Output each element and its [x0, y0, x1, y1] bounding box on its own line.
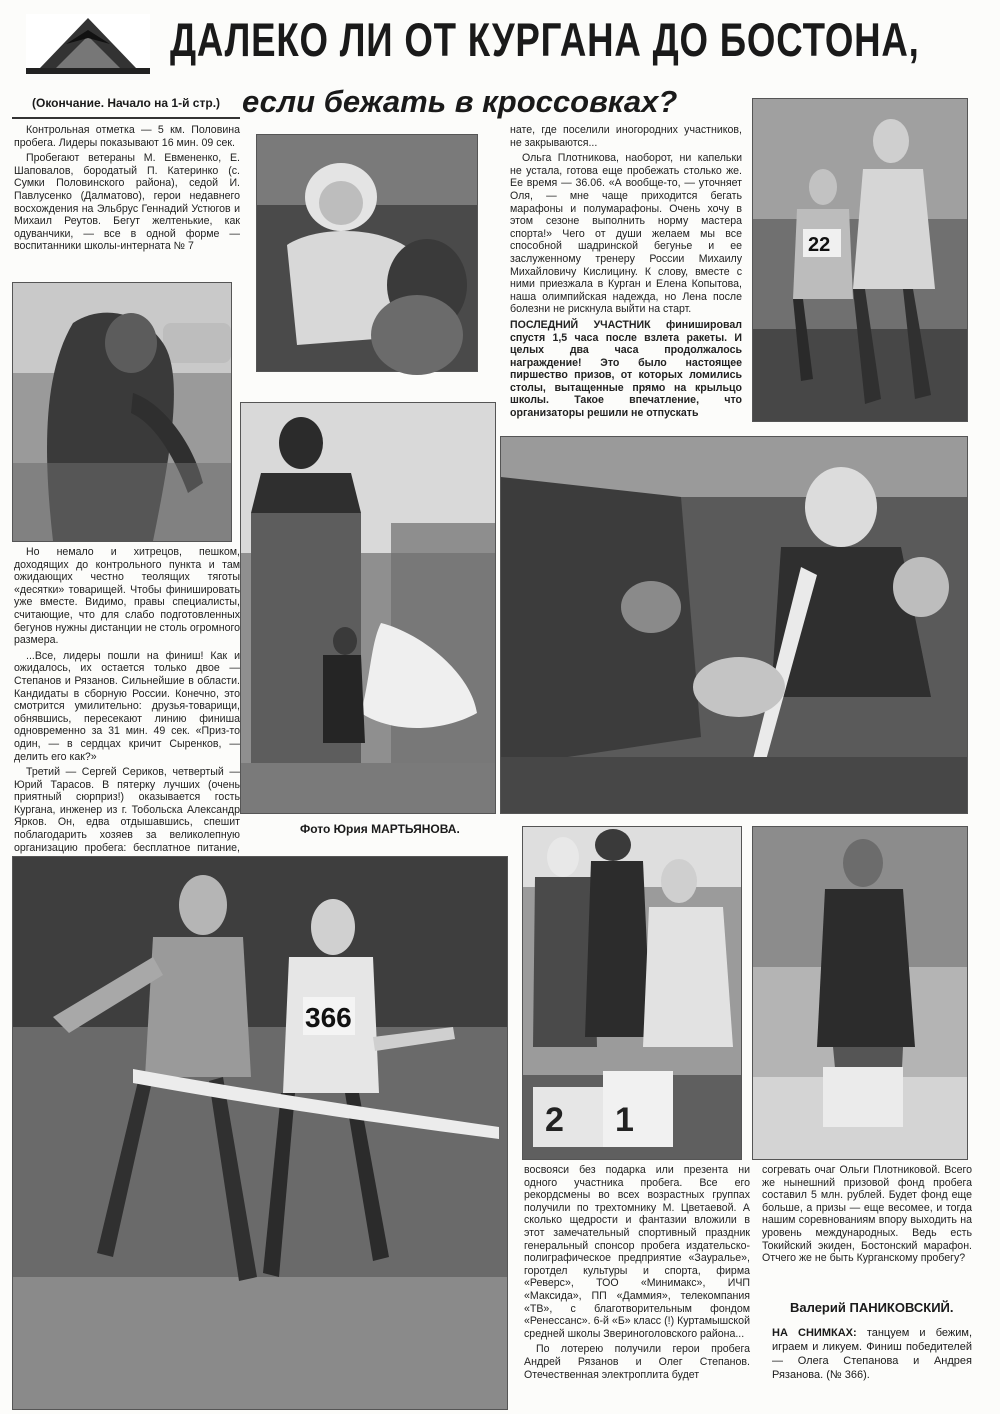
- paragraph: нате, где поселили иногородних участников, не закрываются...: [510, 124, 742, 149]
- photo-woman-podium: [752, 826, 968, 1160]
- paragraph: Третий — Сергей Сериков, четвертый — Юрий Тарасов. В пятерку лучших (очень приятный сюрприз!) оказывается гость Кургана, инженер из г. Тобольска Александр Ярков. Он, едва отдышавшись, спешит поблагодарить хозяев за великолепную организацию пробега: бесплатное питание,: [14, 766, 240, 854]
- photo-finish-line: [12, 856, 508, 1410]
- continuation-note: (Окончание. Начало на 1-й стр.): [32, 96, 221, 110]
- paragraph: восвояси без подарка или презента ни одного участника пробега. Все его рекордсмены во всех возрастных группах получили по трехтомнику М. Цветаевой. А сколько щедрости и фантазии вложили в этот замечательный спортивный праздник генеральный спонсор пробега издательско-полиграфическое предприятие «Зауралье», горотдел культуры и спорта, фирма «Реверс», ТОО «Минимакс», ИЧП «Максида», ПП «Даммия», телекомпания «ТВ», с благотворительным фондом «Ренессанс». 6-й «Б» класс (!) Куртамышской средней школы Звериноголовского района...: [524, 1164, 750, 1340]
- newspaper-logo-emblem: [26, 14, 150, 74]
- paragraph: По лотерею получили герои пробега Андрей Рязанов и Олег Степанов. Отечественная электроплита будет: [524, 1343, 750, 1381]
- photo-brass-band: [500, 436, 968, 814]
- caption-text: танцуем и бежим, играем и ликуем. Финиш победителей — Олега Степанова и Андрея Рязанова. (№ 366).: [772, 1327, 973, 1381]
- paragraph: ...Все, лидеры пошли на финиш! Как и ожидалось, их остается только двое — Степанов и Рязанов. Сильнейшие в области. Кандидаты в сборную России. Конечно, это смотрится умилительно: друзья-товарищи, обнявшись, пересекают линию финиша одновременно за 31 мин. 49 сек. «Приз-то один, — в сердцах кричит Сыренков, — делить его как?»: [14, 649, 240, 763]
- paragraph: Пробегают ветераны М. Евмененко, Е. Шаповалов, бородатый П. Катеринко (с. Сумки Половинского района), седой И. Павлусенко (Далматово), герои недавнего восхождения на Эльбрус Геннадий Устюгов и Михаил Реутов. Бегут желтенькие, как одуванчики, — все в одной форме — воспитанники школы-интерната № 7: [14, 152, 240, 253]
- headline: ДАЛЕКО ЛИ ОТ КУРГАНА ДО БОСТОНА,: [170, 13, 920, 66]
- article-column-left-top: [14, 124, 240, 276]
- caption-lead: НА СНИМКАХ:: [772, 1327, 857, 1339]
- subheadline: если бежать в кроссовках?: [242, 84, 678, 119]
- paragraph-text: ПОСЛЕДНИЙ УЧАСТНИК финишировал спустя 1,5 часа после взлета ракеты. И целых два часа продолжалось награждение! Это было настоящее пиршество призов, от которых ломились столы, вытащенные прямо на крыльцо школы. Такое впечатление, что организаторы решили не отпускать: [510, 318, 742, 420]
- author-signature: Валерий ПАНИКОВСКИЙ.: [790, 1300, 954, 1315]
- paragraph: Ольга Плотникова, наоборот, ни капельки не устала, готова еще пробежать столько же. Ее время — 36.06. «А вообще-то, — уточняет Оля, — мне чаще приходится бегать марафоны и полумарафоны. Очень хочу в этом сезоне выполнить норму мастера спорта!» Чего от души желаем мы все способной шадринской бегунье и ее заслуженному тренеру России Михаилу Михайловичу Кислицину. К слову, вместе с ними приезжала в Курган и Елена Копытова, наша олимпийская надежда, но Лена после болезни не рискнула выйти на старт.: [510, 152, 742, 316]
- paragraph: Но немало и хитрецов, пешком, доходящих до контрольного пункта и там ожидающих честно теолящих тяготы «десятки» товарищей. Чтобы финишировать уже вместе. Видимо, правы специалисты, считающие, что для слабо подготовленных бегунов нужны дистанции не столь огромного размера.: [14, 546, 240, 647]
- photo-credit: Фото Юрия МАРТЬЯНОВА.: [300, 822, 460, 836]
- photo-monument-dancers: [240, 402, 496, 814]
- bib-number-366: 366: [305, 1002, 352, 1033]
- article-column-bottom-right: [762, 1164, 972, 1294]
- paragraph-last-participant: [510, 319, 742, 420]
- photo-child-bundled: [256, 134, 478, 372]
- article-column-bottom-center: [524, 1164, 750, 1410]
- article-column-left-middle: [14, 546, 240, 852]
- photo-runners-bib: [752, 98, 968, 422]
- photo-podium-handshake: [522, 826, 742, 1160]
- podium-number-2: 2: [545, 1101, 564, 1139]
- photo-caption: [772, 1326, 972, 1382]
- photo-runner-drinking: [12, 282, 232, 542]
- podium-number-1: 1: [615, 1101, 634, 1139]
- divider: [12, 117, 240, 119]
- paragraph: согревать очаг Ольги Плотниковой. Всего же нынешний призовой фонд пробега составил 5 млн. рублей. Будет фонд еще больше, а призы — еще весомее, и тогда нашим соревнованиям впору выходить на уровень международных. Ведь есть Токийский экиден, Бостонский марафон. Отчего же не быть Курганскому пробегу?: [762, 1164, 972, 1265]
- bib-number-22: 22: [808, 234, 831, 256]
- paragraph: Контрольная отметка — 5 км. Половина пробега. Лидеры показывают 16 мин. 09 сек.: [14, 124, 240, 149]
- article-column-center-top: [510, 124, 742, 422]
